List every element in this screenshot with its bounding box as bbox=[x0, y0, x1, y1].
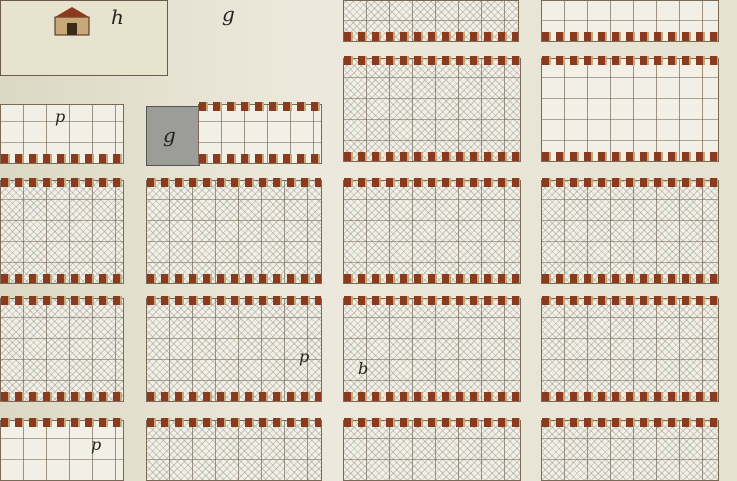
city-block-r1c1 bbox=[198, 104, 322, 164]
city-block-r4c2 bbox=[343, 420, 521, 481]
city-block-r0c3 bbox=[541, 0, 719, 42]
label-h: h bbox=[111, 5, 124, 29]
plaza-g bbox=[146, 106, 200, 166]
cathedral-icon bbox=[49, 7, 95, 37]
city-block-r0c2 bbox=[343, 0, 519, 42]
city-block-r1c0 bbox=[0, 104, 124, 164]
city-block-r3c3 bbox=[541, 298, 719, 402]
city-block-r3c1 bbox=[146, 298, 322, 402]
cathedral-square bbox=[0, 0, 168, 76]
label-b: b bbox=[358, 359, 369, 378]
city-block-r4c0 bbox=[0, 420, 124, 481]
city-block-r2c1 bbox=[146, 180, 322, 284]
city-block-r3c0 bbox=[0, 298, 124, 402]
city-block-r2c2 bbox=[343, 180, 521, 284]
label-p1: p bbox=[55, 107, 66, 126]
label-g-top: g bbox=[222, 2, 235, 26]
city-block-r4c3 bbox=[541, 420, 719, 481]
city-block-r1c3 bbox=[541, 58, 719, 162]
city-block-r2c3 bbox=[541, 180, 719, 284]
city-block-r1c2 bbox=[343, 58, 521, 162]
label-g-plaza: g bbox=[163, 123, 176, 147]
city-block-r4c1 bbox=[146, 420, 322, 481]
label-p2: p bbox=[299, 347, 310, 366]
label-p3: p bbox=[91, 435, 102, 454]
city-block-r3c2 bbox=[343, 298, 521, 402]
city-block-r2c0 bbox=[0, 180, 124, 284]
